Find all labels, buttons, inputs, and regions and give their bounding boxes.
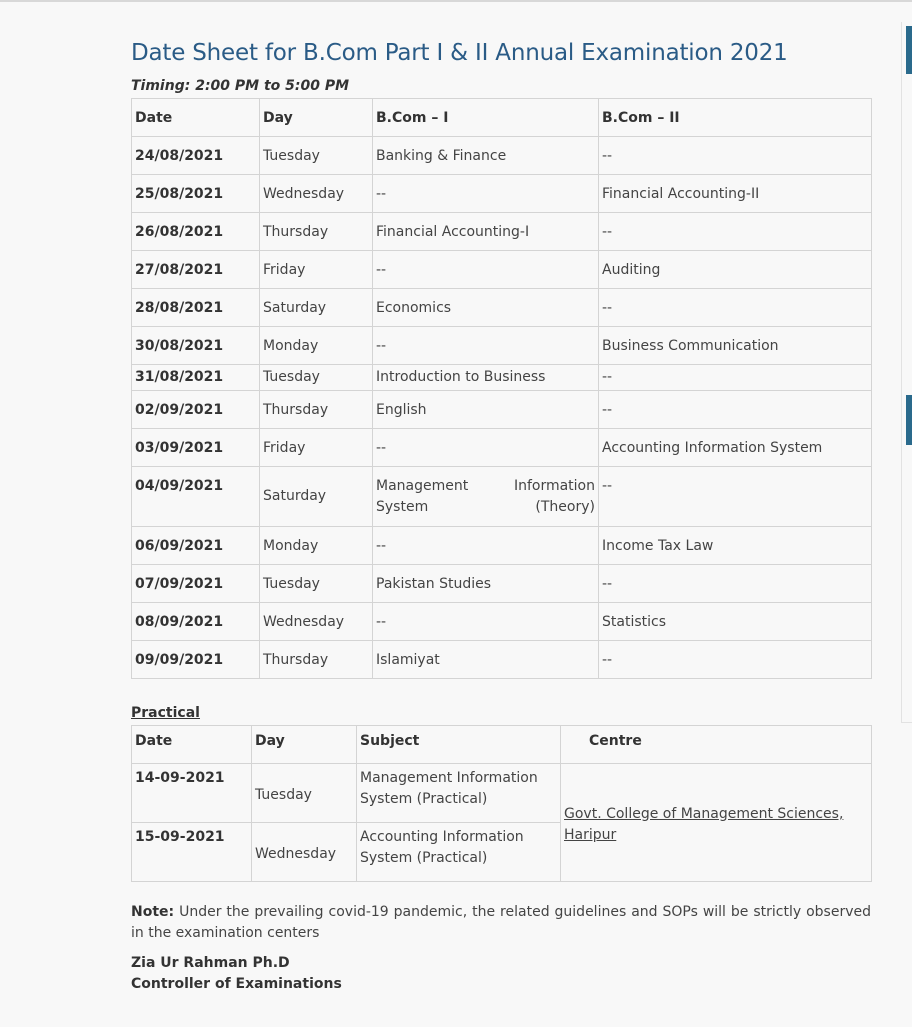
row-day: Monday bbox=[260, 327, 373, 365]
row-bcom-1: -- bbox=[373, 603, 599, 641]
row-date: 25/08/2021 bbox=[132, 175, 260, 213]
table-row bbox=[132, 527, 872, 565]
practical-header-row bbox=[132, 726, 872, 764]
row-bcom-1: English bbox=[373, 391, 599, 429]
signatory-designation: Controller of Examinations bbox=[131, 976, 342, 992]
row-date: 02/09/2021 bbox=[132, 391, 260, 429]
table-row bbox=[132, 641, 872, 679]
row-bcom-1: Islamiyat bbox=[373, 641, 599, 679]
practical-header-subject: Subject bbox=[357, 726, 561, 764]
row-date: 26/08/2021 bbox=[132, 213, 260, 251]
row-date: 09/09/2021 bbox=[132, 641, 260, 679]
row-day: Friday bbox=[260, 251, 373, 289]
row-date: 04/09/2021 bbox=[132, 467, 260, 527]
header-bcom-1: B.Com – I bbox=[373, 99, 599, 137]
row-date: 03/09/2021 bbox=[132, 429, 260, 467]
row-bcom-1 bbox=[373, 467, 599, 527]
table-row bbox=[132, 391, 872, 429]
practical-header-centre: Centre bbox=[561, 726, 872, 764]
row-date: 28/08/2021 bbox=[132, 289, 260, 327]
practical-subject: Accounting Information System (Practical) bbox=[357, 823, 561, 882]
row-bcom-1: -- bbox=[373, 251, 599, 289]
practical-header-date: Date bbox=[132, 726, 252, 764]
row-day: Monday bbox=[260, 527, 373, 565]
table-row bbox=[132, 213, 872, 251]
row-bcom-2: Accounting Information System bbox=[599, 429, 872, 467]
row-day: Wednesday bbox=[260, 175, 373, 213]
row-bcom-2: Business Communication bbox=[599, 327, 872, 365]
right-sidebar bbox=[901, 22, 912, 723]
signatory-name: Zia Ur Rahman Ph.D bbox=[131, 955, 290, 971]
table-row bbox=[132, 467, 872, 527]
row-day: Friday bbox=[260, 429, 373, 467]
table-row bbox=[132, 565, 872, 603]
row-bcom-1: Introduction to Business bbox=[373, 365, 599, 391]
row-bcom-2: Statistics bbox=[599, 603, 872, 641]
page-title: Date Sheet for B.Com Part I & II Annual Examination 2021 bbox=[131, 40, 788, 66]
table-row bbox=[132, 137, 872, 175]
row-bcom-1: -- bbox=[373, 429, 599, 467]
row-bcom-2: -- bbox=[599, 565, 872, 603]
row-date: 06/09/2021 bbox=[132, 527, 260, 565]
table-row bbox=[132, 429, 872, 467]
practical-header-day: Day bbox=[252, 726, 357, 764]
note-label: Note: bbox=[131, 904, 175, 920]
article-content bbox=[131, 36, 871, 995]
header-day: Day bbox=[260, 99, 373, 137]
row-bcom-2: Income Tax Law bbox=[599, 527, 872, 565]
row-date: 31/08/2021 bbox=[132, 365, 260, 391]
row-bcom-1-text: Management Information System (Theory) bbox=[376, 478, 595, 515]
practical-table bbox=[131, 725, 872, 882]
row-bcom-2: -- bbox=[599, 365, 872, 391]
row-day: Saturday bbox=[260, 467, 373, 527]
table-row bbox=[132, 327, 872, 365]
row-bcom-2: -- bbox=[599, 391, 872, 429]
top-border bbox=[0, 0, 912, 2]
practical-subject: Management Information System (Practical) bbox=[357, 764, 561, 823]
row-date: 30/08/2021 bbox=[132, 327, 260, 365]
practical-date: 15-09-2021 bbox=[132, 823, 252, 882]
table-row bbox=[132, 603, 872, 641]
row-day: Thursday bbox=[260, 391, 373, 429]
practical-row bbox=[132, 764, 872, 823]
row-bcom-2: Auditing bbox=[599, 251, 872, 289]
table-header-row bbox=[132, 99, 872, 137]
exam-timing: Timing: 2:00 PM to 5:00 PM bbox=[131, 78, 350, 94]
row-day: Wednesday bbox=[260, 603, 373, 641]
row-bcom-1: -- bbox=[373, 175, 599, 213]
row-day: Tuesday bbox=[260, 565, 373, 603]
row-date: 24/08/2021 bbox=[132, 137, 260, 175]
row-date: 08/09/2021 bbox=[132, 603, 260, 641]
practical-heading: Practical bbox=[131, 705, 200, 721]
row-bcom-2: -- bbox=[599, 467, 872, 527]
table-row bbox=[132, 289, 872, 327]
row-day: Saturday bbox=[260, 289, 373, 327]
centre-link[interactable]: Govt. College of Management Sciences, Haripur bbox=[564, 805, 844, 843]
schedule-table bbox=[131, 98, 872, 679]
row-bcom-1: Financial Accounting-I bbox=[373, 213, 599, 251]
row-date: 27/08/2021 bbox=[132, 251, 260, 289]
note-text: Under the prevailing covid-19 pandemic, the related guidelines and SOPs will be strictly observed in the examination centers bbox=[131, 904, 871, 941]
table-row bbox=[132, 251, 872, 289]
note-paragraph bbox=[131, 902, 871, 944]
sidebar-widget-header bbox=[906, 26, 912, 74]
row-day: Tuesday bbox=[260, 137, 373, 175]
table-row bbox=[132, 365, 872, 391]
row-bcom-2: Financial Accounting-II bbox=[599, 175, 872, 213]
practical-centre bbox=[561, 764, 872, 882]
row-bcom-1: Pakistan Studies bbox=[373, 565, 599, 603]
header-date: Date bbox=[132, 99, 260, 137]
row-day: Tuesday bbox=[260, 365, 373, 391]
practical-day: Wednesday bbox=[252, 823, 357, 882]
signature-block bbox=[131, 953, 871, 995]
row-date: 07/09/2021 bbox=[132, 565, 260, 603]
row-bcom-1: Economics bbox=[373, 289, 599, 327]
sidebar-widget-header bbox=[906, 395, 912, 445]
row-bcom-1: -- bbox=[373, 527, 599, 565]
practical-date: 14-09-2021 bbox=[132, 764, 252, 823]
row-day: Thursday bbox=[260, 641, 373, 679]
table-row bbox=[132, 175, 872, 213]
row-bcom-2: -- bbox=[599, 289, 872, 327]
row-bcom-1: Banking & Finance bbox=[373, 137, 599, 175]
row-bcom-2: -- bbox=[599, 137, 872, 175]
header-bcom-2: B.Com – II bbox=[599, 99, 872, 137]
row-bcom-1: -- bbox=[373, 327, 599, 365]
row-bcom-2: -- bbox=[599, 213, 872, 251]
practical-day: Tuesday bbox=[252, 764, 357, 823]
row-bcom-2: -- bbox=[599, 641, 872, 679]
row-day: Thursday bbox=[260, 213, 373, 251]
